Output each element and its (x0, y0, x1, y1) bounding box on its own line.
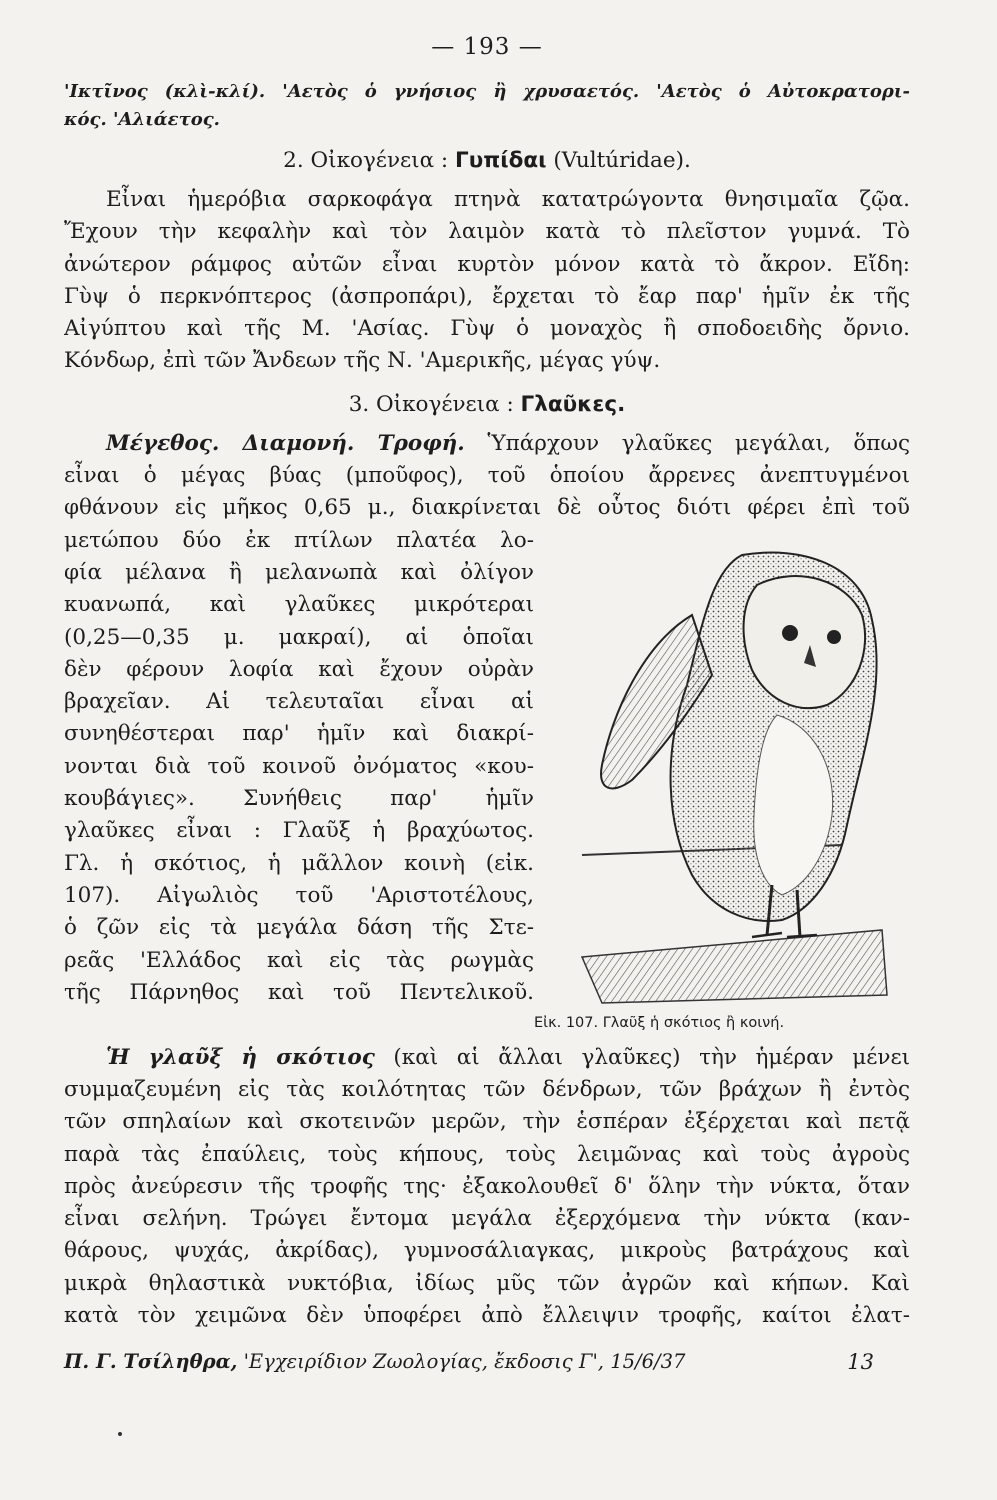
paragraph-2-line: εἶναι σελήνη. Τρώγει ἔντομα μεγάλα ἐξερχόμενα τὴν νύκτα (καν- (64, 1206, 910, 1232)
section-3-lead: Μέγεθος. Διαμονή. Τροφή. (106, 430, 465, 456)
footer-title: 'Εγχειρίδιον Ζωολογίας, ἔκδοσις Γ', 15/6/37 (237, 1350, 686, 1374)
section-3-line: φθάνουν εἰς μῆκος 0,65 μ., διακρίνεται δὲ οὗτος διότι φέρει ἐπὶ τοῦ (64, 495, 910, 521)
section-2-line: Εἶναι ἡμερόβια σαρκοφάγα πτηνὰ κατατρώγοντα θνησιμαῖα ζῷα. (106, 187, 910, 212)
section-2-family: Γυπίδαι (455, 148, 547, 173)
section-3-number: 3. Οἰκογένεια : (348, 391, 521, 417)
names-line-2: κός. 'Αλιάετος. (64, 109, 220, 130)
owl-talons (752, 933, 817, 937)
section-3-lead-rest: Ὑπάρχουν γλαῦκες μεγάλαι, ὅπως (464, 430, 910, 456)
wrap-line: γλαῦκες εἶναι : Γλαῦξ ἡ βραχύωτος. (64, 818, 534, 844)
page-number: — 193 — (431, 34, 543, 60)
paragraph-2-first-line (64, 1042, 910, 1074)
wrap-line: ρεᾶς 'Ελλάδος καὶ εἰς τὰς ρωγμὰς (64, 947, 534, 973)
paragraph-2-line: κατὰ τὸν χειμῶνα δὲν ὑποφέρει ἀπὸ ἔλλειψιν τροφῆς, καίτοι ἐλατ- (64, 1303, 910, 1329)
section-2-line: ἀνώτερον ράμφος αὐτῶν εἶναι κυρτὸν μόνον κατὰ τὸ ἄκρον. Εἴδη: (64, 251, 910, 277)
section-2-line: Γὺψ ὁ περκνόπτερος (ἀσπροπάρι), ἔρχεται τὸ ἔαρ παρ' ἡμῖν ἐκ τῆς (64, 283, 910, 309)
wrap-line: τῆς Πάρνηθος καὶ τοῦ Πεντελικοῦ. (64, 979, 534, 1005)
section-2-latin: (Vultúridae). (546, 148, 691, 173)
wrap-line: δὲν φέρουν λοφία καὶ ἔχουν οὐρὰν (64, 656, 534, 682)
wrap-line: (0,25—0,35 μ. μακραί), αἱ ὁποῖαι (64, 624, 534, 650)
paragraph-2-line: τῶν σπηλαίων καὶ σκοτεινῶν μερῶν, τὴν ἑσπέραν ἐξέρχεται καὶ πετᾷ (64, 1109, 910, 1135)
wrap-line: Γλ. ἡ σκότιος, ἡ μᾶλλον κοινὴ (εἰκ. (64, 850, 534, 876)
owl-left-eye (782, 625, 798, 641)
footer-signature: 13 (847, 1350, 874, 1375)
wrap-line: ὁ ζῶν εἰς τὰ μεγάλα δάση τῆς Στε- (64, 915, 534, 941)
owl-right-eye (827, 630, 841, 644)
owl-illustration (542, 525, 910, 1035)
footer-reference (64, 1350, 685, 1374)
paragraph-2-line: πρὸς ἀνεύρεσιν τῆς τροφῆς της· ἐξακολουθεῖ δ' ὅλην τὴν νύκτα, ὅταν (64, 1173, 910, 1199)
paragraph-2-line: συμμαζευμένη εἰς τὰς κοιλότητας τῶν δένδρων, τῶν βράχων ἢ ἐντὸς (64, 1076, 910, 1102)
section-2-heading (64, 144, 910, 178)
footer-author: Π. Γ. Τσίληθρα, (64, 1350, 238, 1374)
wrap-line: μετώπου δύο ἐκ πτίλων πλατέα λο- (64, 527, 534, 553)
wrap-line: νονται διὰ τοῦ κοινοῦ ὀνόματος «κου- (64, 753, 534, 779)
section-2-line: Κόνδωρ, ἐπὶ τῶν Ἄνδεων τῆς Ν. 'Αμερικῆς, μέγας γύψ. (64, 348, 661, 374)
paragraph-2-line: θάρους, ψυχάς, ἀκρίδας), γυμνοσάλιαγκας, μικροὺς βατράχους καὶ (64, 1238, 910, 1264)
figure-wrap-block (64, 525, 910, 1042)
paragraph-2-lead-rest: (καὶ αἱ ἄλλαι γλαῦκες) τὴν ἡμέραν μένει (374, 1044, 910, 1070)
wrap-line: βραχεῖαν. Αἱ τελευταῖαι εἶναι αἱ (64, 689, 534, 715)
owl-drawing (542, 525, 910, 1015)
names-line-1: 'Ικτῖνος (κλὶ-κλί). 'Αετὸς ὁ γνήσιος ἢ χρυσαετός. 'Αετὸς ὁ Αὐτοκρατορι- (64, 81, 910, 102)
perch-post (582, 930, 887, 1003)
section-3-line: εἶναι ὁ μέγας βύας (μποῦφος), τοῦ ὁποίου ἄρρενες ἀνεπτυγμένοι (64, 463, 910, 489)
paragraph-2-line: μικρὰ θηλαστικὰ νυκτόβια, ἰδίως μῦς τῶν ἀγρῶν καὶ κήπων. Καὶ (64, 1270, 910, 1296)
wrap-line: 107). Αἰγωλιὸς τοῦ 'Αριστοτέλους, (64, 882, 534, 908)
page-footer (64, 1350, 910, 1374)
wrap-line: κυανωπά, καὶ γλαῦκες μικρότεραι (64, 592, 534, 618)
section-2-number: 2. Οἰκογένεια : (283, 148, 456, 173)
paragraph-2-line: παρὰ τὰς ἐπαύλεις, τοὺς κήπους, τοὺς λειμῶνας καὶ τοὺς ἀγροὺς (64, 1141, 910, 1167)
section-2-line: Ἔχουν τὴν κεφαλὴν καὶ τὸν λαιμὸν κατὰ τὸ πλεῖστον γυμνά. Τὸ (64, 219, 910, 245)
section-3-heading (64, 388, 910, 422)
section-3-family: Γλαῦκες. (520, 391, 626, 417)
wrap-line: συνηθέστεραι παρ' ἡμῖν καὶ διακρί- (64, 721, 534, 747)
book-page (64, 34, 910, 1374)
ink-dot (118, 1432, 122, 1436)
section-3-first-line (64, 428, 910, 460)
wrap-line: κουβάγιες». Συνήθεις παρ' ἡμῖν (64, 786, 534, 812)
wrap-line: φία μέλανα ἢ μελανωπὰ καὶ ὀλίγον (64, 559, 534, 585)
section-2-line: Αἰγύπτου καὶ τῆς Μ. 'Ασίας. Γὺψ ὁ μοναχὸς ἢ σποδοειδὴς ὄρνιο. (64, 316, 910, 342)
paragraph-2-lead: Ἡ γλαῦξ ἡ σκότιος (106, 1044, 375, 1070)
figure-caption: Εἰκ. 107. Γλαῦξ ἡ σκότιος ἢ κοινή. (534, 1014, 785, 1031)
